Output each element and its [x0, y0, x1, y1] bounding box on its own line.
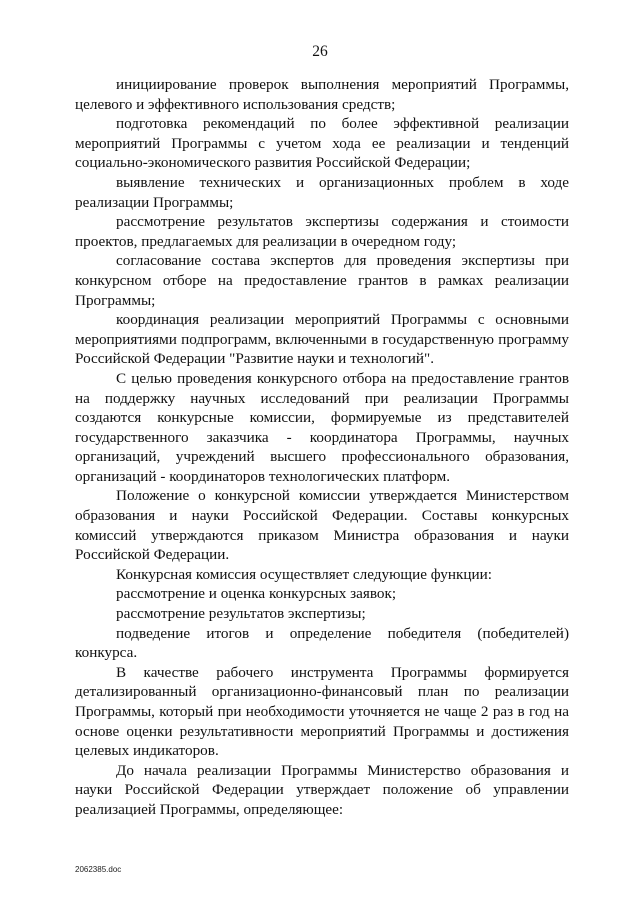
paragraph-identifying-problems: выявление технических и организационных проблем в ходе реализации Программы;: [75, 173, 569, 211]
paragraph-management-regulation: До начала реализации Программы Министерство образования и науки Российской Федерации утверждает положение об управлении реализацией Программы, определяющее:: [75, 761, 569, 818]
paragraph-commission-regulation: Положение о конкурсной комиссии утверждается Министерством образования и науки Российской Федерации. Составы конкурсных комиссий утверждаются приказом Министра образования и науки Российской Федерации.: [75, 487, 569, 564]
document-filename: 2062385.doc: [75, 865, 122, 874]
paragraph-preparing-recommendations: подготовка рекомендаций по более эффективной реализации мероприятий Программы с учетом хода ее реализации и тенденций социально-экономического развития Российской Федерации;: [75, 115, 569, 172]
list-item-reviewing-results: рассмотрение результатов экспертизы;: [116, 605, 366, 623]
page-number: 26: [312, 43, 328, 60]
list-item-summarizing: подведение итогов и определение победителя (победителей) конкурса.: [75, 624, 569, 662]
paragraph-competition-commissions: С целью проведения конкурсного отбора на предоставление грантов на поддержку научных исследований при реализации Программы создаются конкурсные комиссии, формируемые из представителей государственного заказчика - координатора Программы, научных организаций, учреждений высшего профессионального образования, организаций - координаторов технологических платформ.: [75, 369, 569, 485]
paragraph-work-plan: В качестве рабочего инструмента Программы формируется детализированный организационно-финансовый план по реализации Программы, который при необходимости уточняется не чаще 2 раз в год на основе оценки результативности мероприятий Программы и достижения целевых индикаторов.: [75, 663, 569, 760]
paragraph-commission-functions: Конкурсная комиссия осуществляет следующие функции:: [116, 565, 492, 583]
paragraph-coordination: координация реализации мероприятий Программы с основными мероприятиями подпрограмм, включенными в государственную программу Российской Федерации "Развитие науки и технологий".: [75, 311, 569, 368]
document-body: [75, 75, 569, 820]
list-item-reviewing-applications: рассмотрение и оценка конкурсных заявок;: [116, 585, 397, 603]
paragraph-approving-experts: согласование состава экспертов для проведения экспертизы при конкурсном отборе на предоставление грантов в рамках реализации Программы;: [75, 252, 569, 309]
paragraph-initiating-checks: инициирование проверок выполнения мероприятий Программы, целевого и эффективного использования средств;: [75, 76, 569, 113]
paragraph-reviewing-expertise: рассмотрение результатов экспертизы содержания и стоимости проектов, предлагаемых для реализации в очередном году;: [75, 213, 569, 250]
